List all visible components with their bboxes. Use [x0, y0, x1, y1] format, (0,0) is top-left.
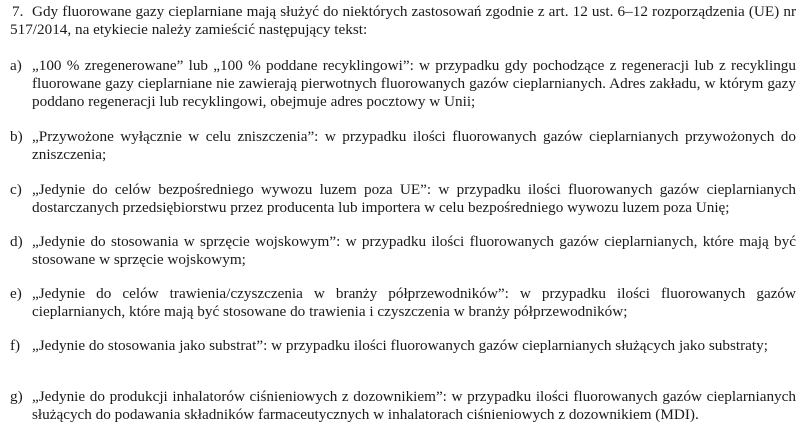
item-text: „Jedynie do produkcji inhalatorów ciśnieniowych z dozownikiem”: w przypadku ilości fluorowanych gazów cieplarnianych służących do podawania składników farmaceutycznych w inhalatorach ciśnieniowych z dozownikiem (MDI).	[32, 388, 796, 423]
item-letter: c)	[10, 181, 22, 198]
list-item-d	[10, 233, 796, 269]
item-text: „Jedynie do stosowania jako substrat”: w przypadku ilości fluorowanych gazów cieplarnianych służących jako substraty;	[32, 337, 768, 354]
item-letter: e)	[10, 285, 22, 302]
item-text: „Jedynie do celów trawienia/czyszczenia w branży półprzewodników”: w przypadku ilości fluorowanych gazów cieplarnianych, które mają być stosowane do trawienia i czyszczenia w branży półprzewodników;	[32, 285, 796, 320]
item-letter: a)	[10, 57, 22, 74]
item-text: „100 % zregenerowane” lub „100 % poddane recyklingowi”: w przypadku gdy pochodzące z regeneracji lub z recyklingu fluorowane gazy cieplarniane nie zawierają pierwotnych fluorowanych gazów cieplarnianych. Adres zakładu, w którym gazy poddano regeneracji lub recyklingowi, obejmuje adres pocztowy w Unii;	[32, 57, 796, 110]
list-item-g	[10, 388, 796, 424]
item-text: „Przywożone wyłącznie w celu zniszczenia”: w przypadku ilości fluorowanych gazów cieplarnianych przywożonych do zniszczenia;	[32, 128, 796, 163]
intro-text: Gdy fluorowane gazy cieplarniane mają służyć do niektórych zastosowań zgodnie z art. 12 ust. 6–12 rozporządzenia (UE) nr 517/2014, na etykiecie należy zamieścić następujący tekst:	[10, 3, 796, 38]
list-item-b	[10, 128, 796, 164]
item-letter: b)	[10, 128, 23, 145]
item-letter: g)	[10, 388, 23, 405]
list-item-a	[10, 57, 796, 111]
item-text: „Jedynie do celów bezpośredniego wywozu luzem poza UE”: w przypadku ilości fluorowanych gazów cieplarnianych dostarczanych przedsiębiorstwu przez producenta lub importera w celu bezpośredniego wywozu luzem poza Unię;	[32, 181, 796, 216]
list-item-c	[10, 181, 796, 217]
list-item-f	[10, 337, 796, 355]
item-text: „Jedynie do stosowania w sprzęcie wojskowym”: w przypadku ilości fluorowanych gazów cieplarnianych, które mają być stosowane w sprzęcie wojskowym;	[32, 233, 796, 268]
intro-paragraph	[10, 3, 796, 39]
item-letter: f)	[10, 337, 21, 354]
item-letter: d)	[10, 233, 23, 250]
paragraph-number: 7.	[12, 3, 24, 20]
list-item-e	[10, 285, 796, 321]
